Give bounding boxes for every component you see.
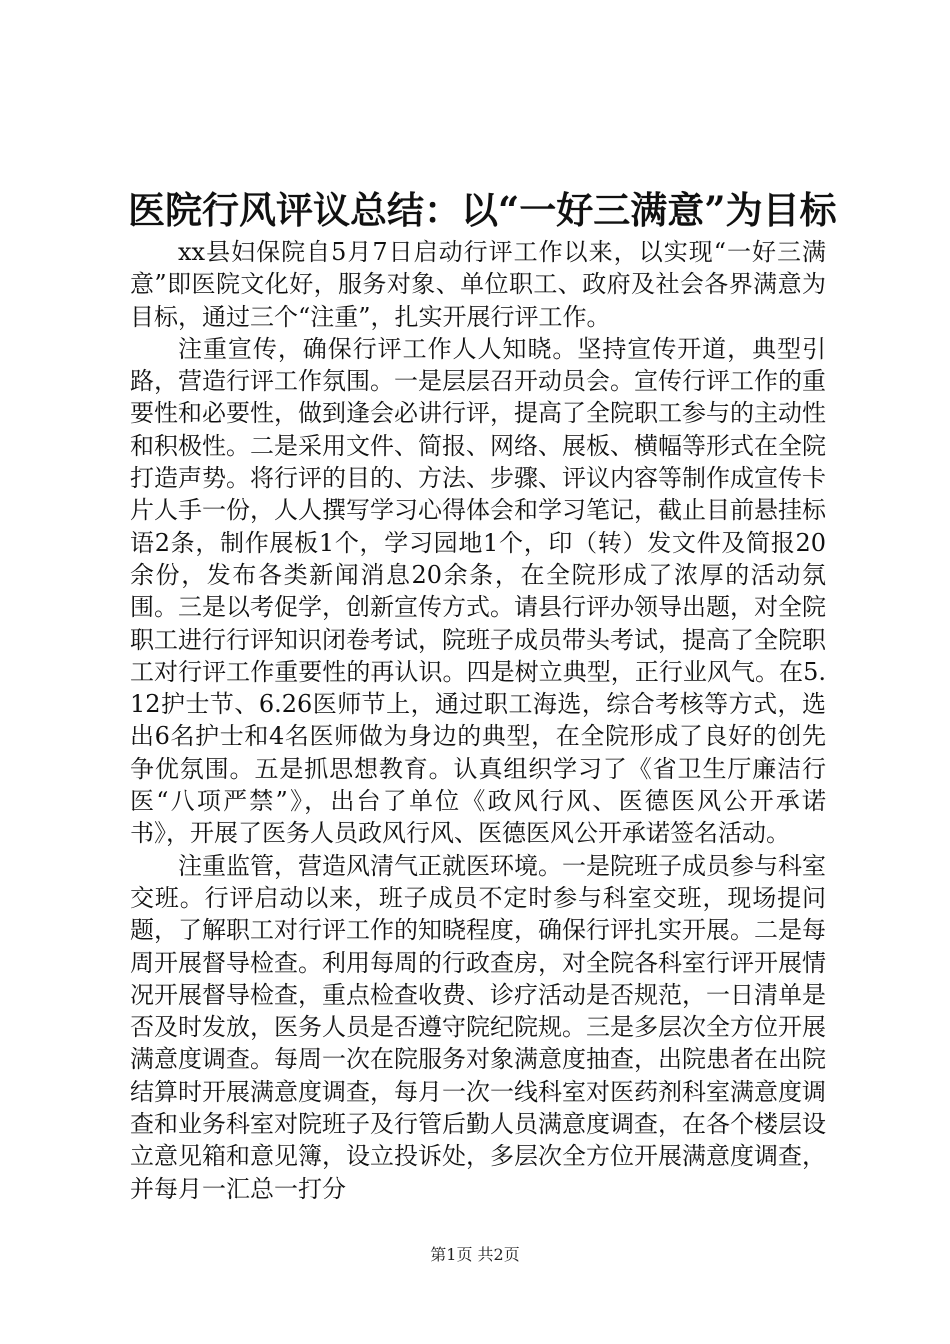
- document-title: 医院行风评议总结：以“一好三满意”为目标: [128, 188, 837, 232]
- paragraph-intro: xx县妇保院自5月7日启动行评工作以来，以实现“一好三满意”即医院文化好，服务对象、单位职工、政府及社会各界满意为目标，通过三个“注重”，扎实开展行评工作。: [130, 238, 826, 331]
- document-body: [130, 236, 826, 1205]
- paragraph-publicity: 注重宣传，确保行评工作人人知晓。坚持宣传开道，典型引路，营造行评工作氛围。一是层层召开动员会。宣传行评工作的重要性和必要性，做到逢会必讲行评，提高了全院职工参与的主动性和积极性。二是采用文件、简报、网络、展板、横幅等形式在全院打造声势。将行评的目的、方法、步骤、评议内容等制作成宣传卡片人手一份，人人撰写学习心得体会和学习笔记，截止目前悬挂标语2条，制作展板1个，学习园地1个，印（转）发文件及简报20余份，发布各类新闻消息20余条，在全院形成了浓厚的活动氛围。三是以考促学，创新宣传方式。请县行评办领导出题，对全院职工进行行评知识闭卷考试，院班子成员带头考试，提高了全院职工对行评工作重要性的再认识。四是树立典型，正行业风气。在5.12护士节、6.26医师节上，通过职工海选，综合考核等方式，选出6名护士和4名医师做为身边的典型，在全院形成了良好的创先争优氛围。五是抓思想教育。认真组织学习了《省卫生厅廉洁行医“八项严禁”》，出台了单位《政风行风、医德医风公开承诺书》，开展了医务人员政风行风、医德医风公开承诺签名活动。: [130, 334, 826, 848]
- paragraph-supervision: 注重监管，营造风清气正就医环境。一是院班子成员参与科室交班。行评启动以来，班子成员不定时参与科室交班，现场提问题，了解职工对行评工作的知晓程度，确保行评扎实开展。二是每周开展督导检查。利用每周的行政查房，对全院各科室行评开展情况开展督导检查，重点检查收费、诊疗活动是否规范，一日清单是否及时发放，医务人员是否遵守院纪院规。三是多层次全方位开展满意度调查。每周一次在院服务对象满意度抽查，出院患者在出院结算时开展满意度调查，每月一次一线科室对医药剂科室满意度调查和业务科室对院班子及行管后勤人员满意度调查，在各个楼层设立意见箱和意见簿，设立投诉处，多层次全方位开展满意度调查，并每月一汇总一打分: [130, 851, 826, 1203]
- page-footer: 第1页 共2页: [430, 1245, 520, 1264]
